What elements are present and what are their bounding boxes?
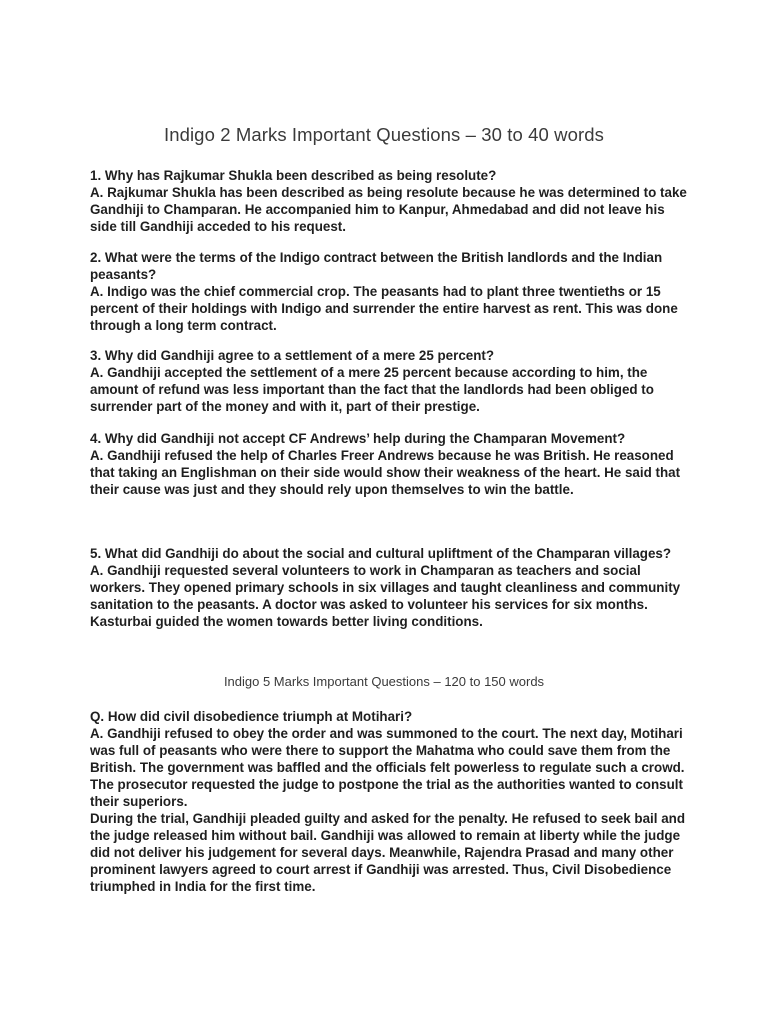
question-3 (90, 347, 690, 415)
question-1 (90, 167, 690, 235)
question-text: 4. Why did Gandhiji not accept CF Andrews’ help during the Champaran Movement? (90, 431, 626, 446)
question-2 (90, 249, 690, 334)
answer-text: A. Gandhiji accepted the settlement of a mere 25 percent because according to him, the amount of refund was less important than the fact that the landlords had been obliged to surrender part of the money and with it, part of their prestige. (90, 365, 654, 414)
question-5 (90, 545, 690, 630)
question-text: 1. Why has Rajkumar Shukla been described as being resolute? (90, 168, 497, 183)
answer-text: A. Gandhiji refused to obey the order and was summoned to the court. The next day, Motihari was full of peasants who were there to support the Mahatma who could save them from the British. The government was baffled and the officials felt powerless to regulate such a crowd. The prosecutor requested the judge to postpone the trial as the authorities wanted to consult their superiors. (90, 726, 685, 809)
question-4 (90, 430, 690, 498)
question-text: Q. How did civil disobedience triumph at Motihari? (90, 709, 413, 724)
answer-text: A. Indigo was the chief commercial crop. The peasants had to plant three twentieths or 15 percent of their holdings with Indigo and surrender the entire harvest as rent. This was done through a long term contract. (90, 284, 678, 333)
section-subtitle: Indigo 5 Marks Important Questions – 120 to 150 words (223, 674, 545, 689)
question-text: 3. Why did Gandhiji agree to a settlement of a mere 25 percent? (90, 348, 495, 363)
answer-text: A. Gandhiji refused the help of Charles Freer Andrews because he was British. He reasoned that taking an Englishman on their side would show their weakness of the heart. He said that their cause was just and they should rely upon themselves to win the battle. (90, 448, 681, 497)
question-text: 2. What were the terms of the Indigo contract between the British landlords and the Indian peasants? (90, 250, 663, 282)
question-text: 5. What did Gandhiji do about the social and cultural upliftment of the Champaran villages? (90, 546, 672, 561)
answer-text: A. Rajkumar Shukla has been described as being resolute because he was determined to take Gandhiji to Champaran. He accompanied him to Kanpur, Ahmedabad and did not leave his side till Gandhiji acceded to his request. (90, 185, 687, 234)
answer-text: A. Gandhiji requested several volunteers to work in Champaran as teachers and social workers. They opened primary schools in six villages and taught cleanliness and community sanitation to the peasants. A doctor was asked to volunteer his services for six months. Kasturbai guided the women towards better living conditions. (90, 563, 681, 629)
page-title: Indigo 2 Marks Important Questions – 30 to 40 words (163, 124, 605, 145)
answer-text-continued: During the trial, Gandhiji pleaded guilty and asked for the penalty. He refused to seek bail and the judge released him without bail. Gandhiji was allowed to remain at liberty while the judge did not deliver his judgement for several days. Meanwhile, Rajendra Prasad and many other prominent lawyers agreed to court arrest if Gandhiji was arrested. Thus, Civil Disobedience triumphed in India for the first time. (90, 811, 686, 894)
long-question (90, 708, 690, 895)
